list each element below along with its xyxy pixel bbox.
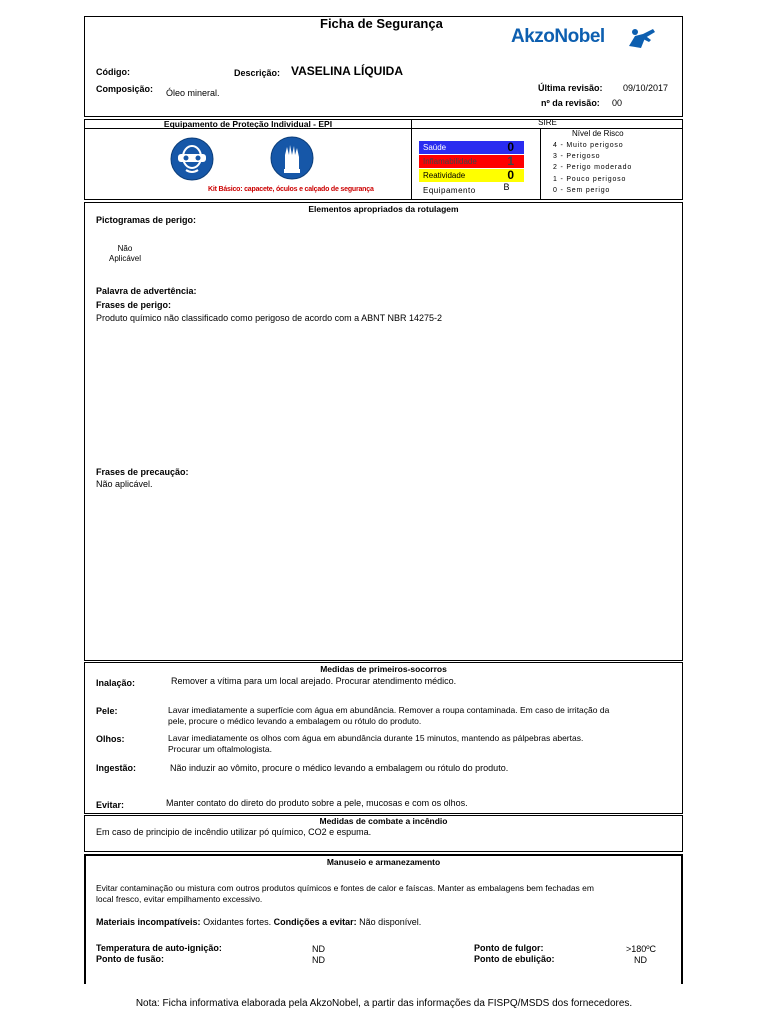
safety-gloves-icon	[270, 135, 314, 183]
incendio-value: Em caso de principio de incêndio utilizar pó químico, CO2 e espuma.	[96, 827, 372, 837]
socorros-title: Medidas de primeiros-socorros	[320, 664, 447, 674]
risk-level-1: 1 - Pouco perigoso	[553, 176, 627, 183]
evitar-value: Manter contato do direto do produto sobre a pele, mucosas e com os olhos.	[166, 798, 468, 808]
risk-level-2: 2 - Perigo moderado	[553, 164, 633, 171]
nfpa-value-saude: 0	[507, 140, 514, 154]
sire-divider	[540, 128, 541, 200]
risk-level-4: 4 - Muito perigoso	[553, 142, 624, 149]
materiais-value: Oxidantes fortes.	[203, 917, 272, 927]
ingestao-label: Ingestão:	[96, 763, 137, 773]
manuseio-value-1: Evitar contaminação ou mistura com outros produtos químicos e fontes de calor e faíscas. Manter as embalagens bem fechadas em	[96, 883, 594, 893]
manuseio-value-2: local fresco, evitar empilhamento excessivo.	[96, 894, 263, 904]
footer-note: Nota: Ficha informativa elaborada pela AkzoNobel, a partir das informações da FISPQ/MSDS dos fornecedores.	[135, 998, 633, 1009]
codigo-label: Código:	[96, 67, 130, 77]
palavra-label: Palavra de advertência:	[96, 286, 197, 296]
fulgor-label: Ponto de fulgor:	[474, 943, 544, 953]
inalacao-label: Inalação:	[96, 678, 136, 688]
nfpa-label-reatividade: Reatividade	[423, 171, 466, 180]
logo-text: AkzoNobel	[511, 26, 605, 47]
descricao-label: Descrição:	[234, 68, 281, 78]
akzonobel-logo	[511, 26, 661, 52]
incendio-title: Medidas de combate a incêndio	[319, 816, 448, 826]
olhos-label: Olhos:	[96, 734, 125, 744]
composicao-label: Composição:	[96, 84, 154, 94]
sire-title-line	[411, 128, 683, 129]
page-title: Ficha de Segurança	[320, 16, 443, 31]
manuseio-right	[681, 854, 683, 984]
fusao-value: ND	[312, 955, 325, 965]
pele-value-1: Lavar imediatamente a superfície com água em abundância. Remover a roupa contaminada. Em caso de irritação da	[168, 705, 610, 715]
rotulagem-title: Elementos apropriados da rotulagem	[308, 204, 459, 214]
materiais-label: Materiais incompatíveis:	[96, 917, 201, 927]
rotulagem-box	[84, 202, 683, 661]
frases-perigo-label: Frases de perigo:	[96, 300, 172, 310]
fusao-label: Ponto de fusão:	[96, 954, 164, 964]
composicao-value: Óleo mineral.	[166, 88, 220, 98]
ebulicao-label: Ponto de ebulição:	[474, 954, 555, 964]
ultima-revisao-value: 09/10/2017	[623, 83, 669, 93]
logo-figure-icon	[625, 26, 659, 50]
safety-glasses-icon	[170, 136, 214, 184]
condicoes-value: Não disponível.	[359, 917, 422, 927]
materiais-line	[96, 917, 421, 927]
epi-title: Equipamento de Proteção Individual - EPI	[163, 119, 333, 129]
ingestao-value: Não induzir ao vômito, procure o médico levando a embalagem ou rótulo do produto.	[170, 763, 509, 773]
evitar-label: Evitar:	[96, 800, 125, 810]
ultima-revisao-label: Última revisão:	[538, 83, 603, 93]
fulgor-value: >180ºC	[626, 944, 657, 954]
manuseio-title: Manuseio e armanezamento	[326, 857, 441, 867]
nfpa-value-reatividade: 0	[507, 168, 514, 182]
frases-perigo-value: Produto químico não classificado como perigoso de acordo com a ABNT NBR 14275-2	[96, 313, 443, 323]
epi-divider	[411, 119, 412, 200]
nfpa-value-equipamento: B	[503, 182, 510, 192]
pictogramas-value-2: Aplicável	[108, 254, 141, 263]
nfpa-label-inflamabilidade: Inflamabilidade	[423, 157, 477, 166]
n-revisao-value: 00	[612, 98, 623, 108]
n-revisao-label: nº da revisão:	[541, 98, 600, 108]
manuseio-left	[84, 854, 86, 984]
olhos-value-2: Procurar um oftalmologista.	[168, 744, 272, 754]
auto-ignicao-label: Temperatura de auto-ignição:	[96, 943, 222, 953]
frases-precaucao-value: Não aplicável.	[96, 479, 153, 489]
pele-value-2: pele, procure o médico levando a embalagem ou rótulo do produto.	[168, 716, 422, 726]
nfpa-label-saude: Saúde	[423, 143, 447, 152]
pictogramas-label: Pictogramas de perigo:	[96, 215, 197, 225]
pele-label: Pele:	[96, 706, 118, 716]
pictogramas-value-1: Não	[117, 244, 133, 253]
nfpa-row-saude	[419, 141, 524, 154]
olhos-value-1: Lavar imediatamente os olhos com água em abundância durante 15 minutos, mantendo as pálpebras abertas.	[168, 733, 584, 743]
nfpa-value-inflamabilidade: 1	[507, 154, 514, 168]
risk-level-3: 3 - Perigoso	[553, 153, 601, 160]
nfpa-label-equipamento: Equipamento	[423, 186, 476, 195]
nfpa-row-inflamabilidade	[419, 155, 524, 168]
manuseio-top	[84, 854, 683, 856]
risk-level-0: 0 - Sem perigo	[553, 187, 611, 194]
inalacao-value: Remover a vítima para um local arejado. Procurar atendimento médico.	[171, 676, 457, 686]
kit-basico-text: Kit Básico: capacete, óculos e calçado de segurança	[208, 186, 374, 193]
descricao-value: VASELINA LÍQUIDA	[291, 64, 404, 78]
auto-ignicao-value: ND	[312, 944, 325, 954]
condicoes-label: Condições a evitar:	[273, 917, 357, 927]
risk-title: Nível de Risco	[572, 129, 624, 138]
sire-title: SIRE	[538, 118, 557, 127]
frases-precaucao-label: Frases de precaução:	[96, 467, 189, 477]
nfpa-row-equipamento	[419, 184, 524, 197]
ebulicao-value: ND	[634, 955, 647, 965]
